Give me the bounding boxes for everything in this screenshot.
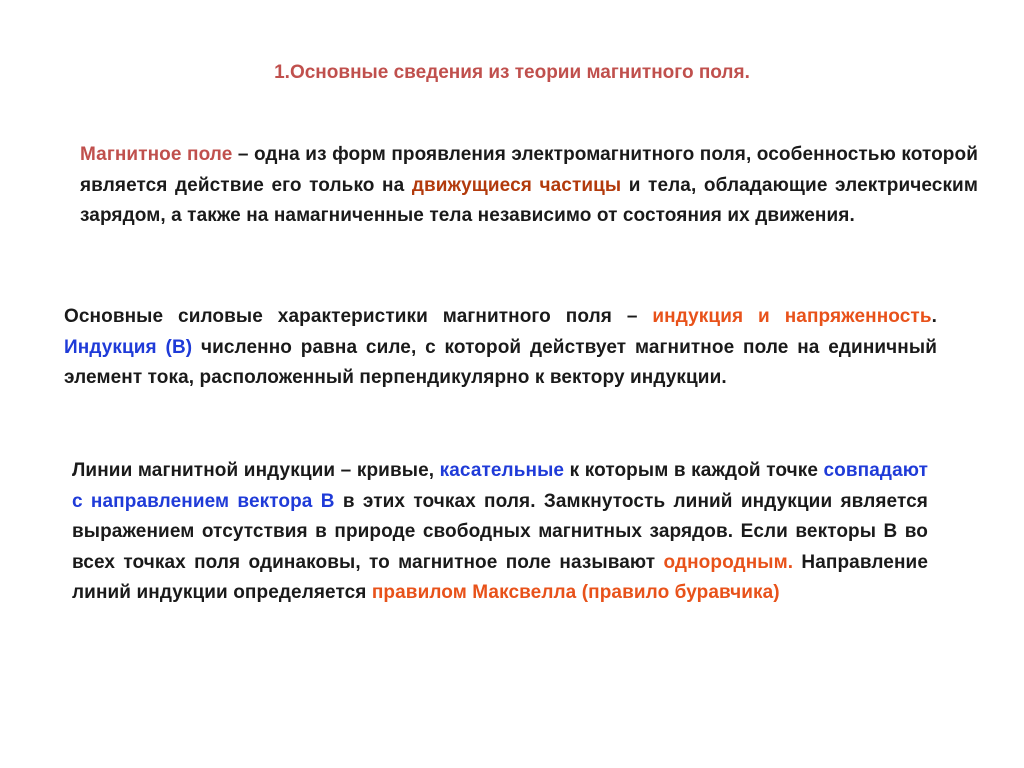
term-maxwell-rule: правилом Максвелла (правило буравчика) <box>371 582 780 603</box>
slide-title: 1.Основные сведения из теории магнитного поля. <box>274 62 750 83</box>
text-segment: – одна из форм проявления электромагнитного поля, особенностью которой является действие его только на <box>80 144 978 196</box>
text-segment: в этих точках поля. Замкнутость линий индукции является выражением отсутствия в природе свободных магнитных зарядов. Если векторы В во всех точках поля одинаковы, то магнитное поле называют <box>72 490 928 573</box>
paragraph-induction-lines <box>72 456 928 609</box>
term-moving-particles: движущиеся частицы <box>411 174 622 196</box>
term-magnetic-field: Магнитное поле <box>80 144 233 165</box>
text-segment: Основные силовые характеристики магнитного поля – <box>64 306 653 327</box>
text-segment: и тела, обладающие электрическим зарядом, а также на намагниченные тела независимо от состояния их движения. <box>80 174 978 226</box>
paragraph-force-characteristics <box>64 302 937 394</box>
text-segment: Направление линий индукции определяется <box>72 551 928 603</box>
text-segment: . <box>931 306 938 327</box>
term-coincide-with-vector-b: совпадают с направлением вектора В <box>72 460 928 512</box>
term-uniform: однородным. <box>663 551 794 573</box>
text-segment: Линии магнитной индукции – кривые, <box>72 460 440 481</box>
paragraph-magnetic-field-definition <box>80 140 978 232</box>
term-induction-and-intensity: индукция и напряженность <box>652 306 932 327</box>
term-induction-b: Индукция (В) <box>64 336 193 358</box>
text-segment: численно равна силе, с которой действует магнитное поле на единичный элемент тока, расположенный перпендикулярно к вектору индукции. <box>64 336 937 388</box>
term-tangent: касательные <box>439 460 565 481</box>
text-segment: к которым в каждой точке <box>564 460 824 481</box>
